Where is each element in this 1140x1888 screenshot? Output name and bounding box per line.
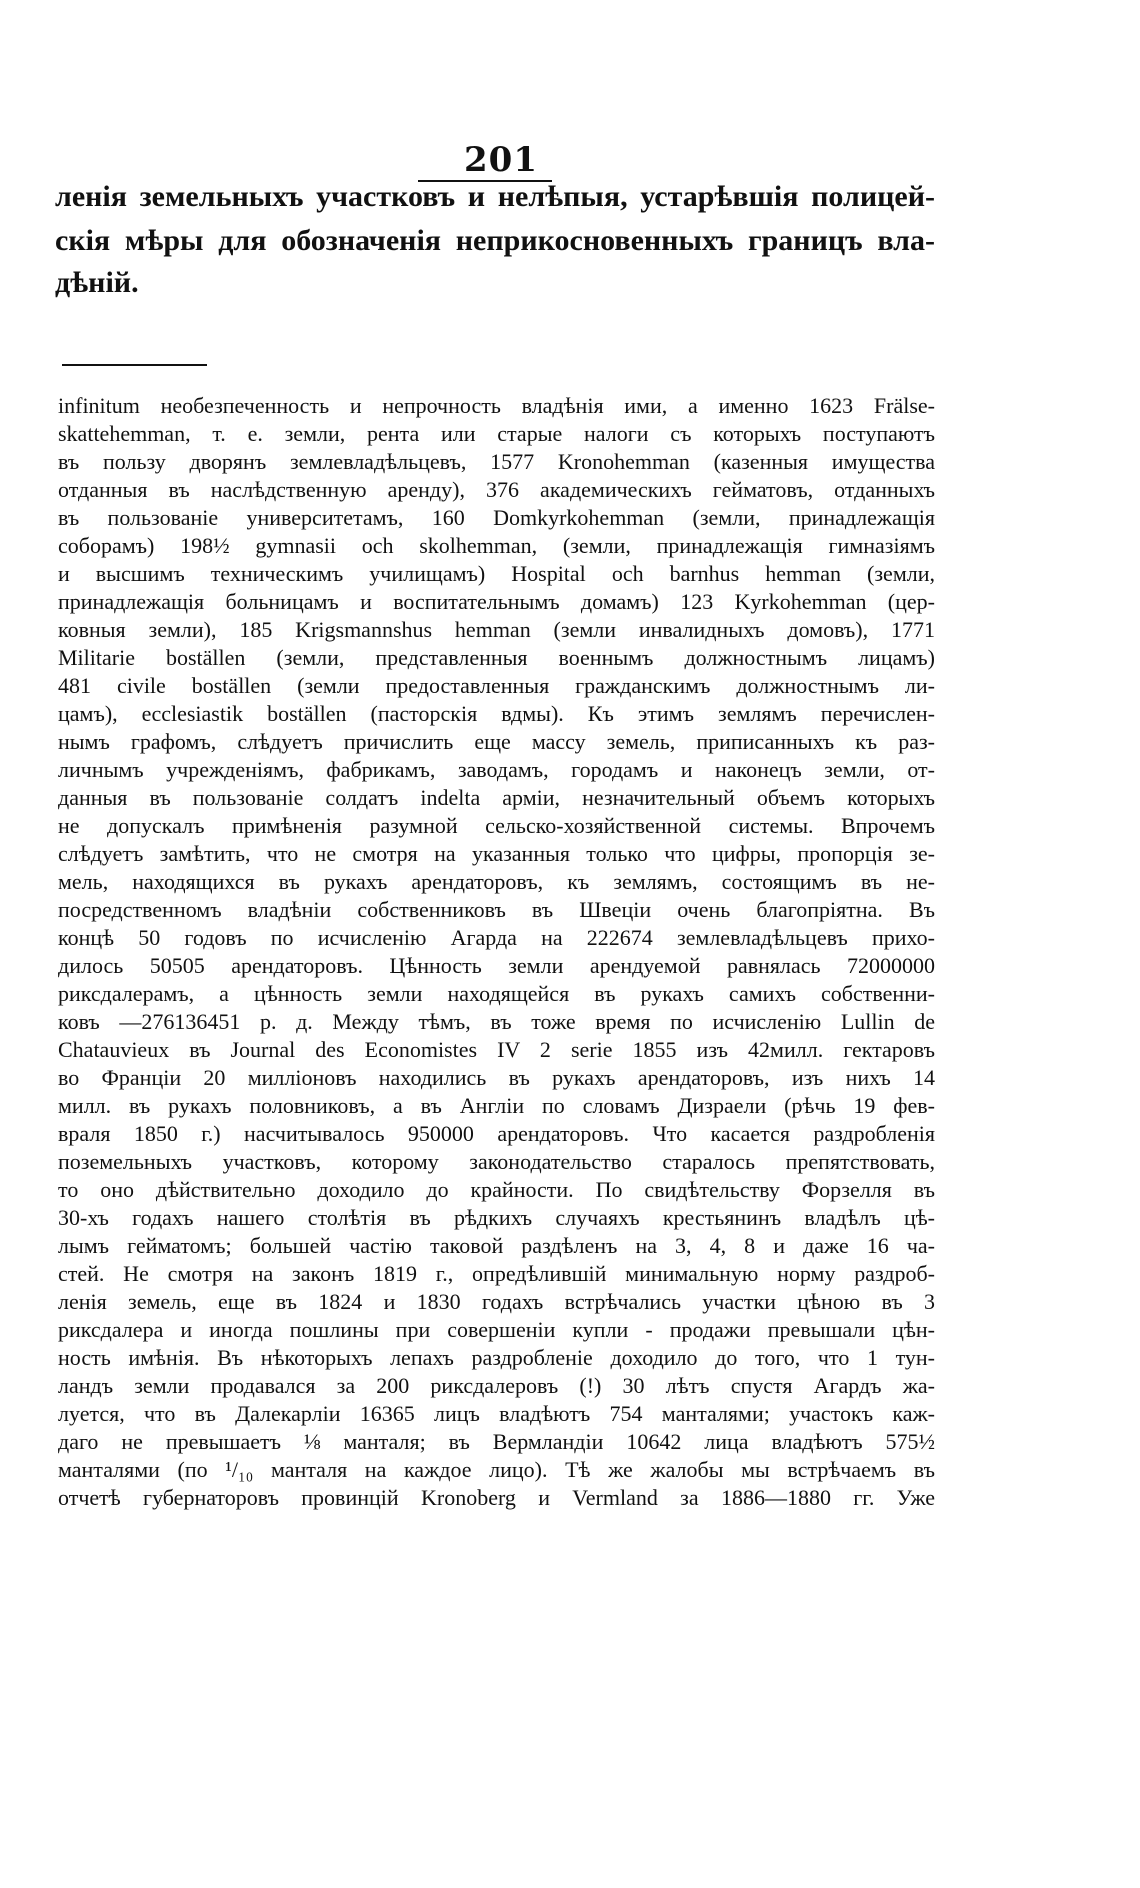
footnote-line: риксдалера и иногда пошлины при совершеніи купли - продажи превышали цѣн- <box>58 1317 935 1342</box>
footnote-line: не допускалъ примѣненія разумной сельско-хозяйственной системы. Впрочемъ <box>58 813 935 838</box>
footnote-line: то оно дѣйствительно доходило до крайности. По свидѣтельству Форзелля въ <box>58 1177 935 1202</box>
footnote-line: луется, что въ Далекарліи 16365 лицъ владѣютъ 754 манталями; участокъ каж- <box>58 1401 935 1426</box>
footnote-line: лымъ гейматомъ; большей частію таковой раздѣленъ на 3, 4, 8 и даже 16 ча- <box>58 1233 935 1258</box>
footnote-line: милл. въ рукахъ половниковъ, а въ Англіи по словамъ Дизраели (рѣчь 19 фев- <box>58 1093 935 1118</box>
main-text-line: ленія земельныхъ участковъ и нелѣпыя, устарѣвшія полицей- <box>55 180 935 213</box>
footnote-line: skattehemman, т. е. земли, рента или старые налоги съ которыхъ поступаютъ <box>58 421 935 446</box>
footnote-line: манталями (по ¹/₁₀ манталя на каждое лицо). Тѣ же жалобы мы встрѣчаемъ въ <box>58 1457 935 1482</box>
footnote-separator <box>62 364 207 366</box>
footnote-line: личнымъ учрежденіямъ, фабрикамъ, заводамъ, городамъ и наконецъ земли, от- <box>58 757 935 782</box>
footnote-line: риксдалерамъ, а цѣнность земли находящейся въ рукахъ самихъ собственни- <box>58 981 935 1006</box>
footnote-line: отданныя въ наслѣдственную аренду), 376 академическихъ гейматовъ, отданныхъ <box>58 477 935 502</box>
footnote-line: ность имѣнія. Въ нѣкоторыхъ лепахъ раздробленіе доходило до того, что 1 тун- <box>58 1345 935 1370</box>
main-text-line: дѣній. <box>55 266 139 299</box>
footnote-line: данныя въ пользованіе солдатъ indelta арміи, незначительный объемъ которыхъ <box>58 785 935 810</box>
footnote-line: въ пользу дворянъ землевладѣльцевъ, 1577 Kronohemman (казенныя имущества <box>58 449 935 474</box>
footnote-line: соборамъ) 198½ gymnasii och skolhemman, (земли, принадлежащія гимназіямъ <box>58 533 935 558</box>
footnote-line: слѣдуетъ замѣтить, что не смотря на указанныя только что цифры, пропорція зе- <box>58 841 935 866</box>
footnote-line: ленія земель, еще въ 1824 и 1830 годахъ встрѣчались участки цѣною въ 3 <box>58 1289 935 1314</box>
footnote-line: ковныя земли), 185 Krigsmannshus hemman (земли инвалидныхъ домовъ), 1771 <box>58 617 935 642</box>
footnote-line: ковъ —276136451 р. д. Между тѣмъ, въ тоже время по исчисленію Lullin de <box>58 1009 935 1034</box>
footnote-line: Chatauvieux въ Journal des Economistes IV 2 serie 1855 изъ 42милл. гектаровъ <box>58 1037 935 1062</box>
footnote-line: нымъ графомъ, слѣдуетъ причислить еще массу земель, приписанныхъ къ раз- <box>58 729 935 754</box>
footnote-line: стей. Не смотря на законъ 1819 г., опредѣлившій минимальную норму раздроб- <box>58 1261 935 1286</box>
footnote-line: въ пользованіе университетамъ, 160 Domkyrkohemman (земли, принадлежащія <box>58 505 935 530</box>
main-text-line: скія мѣры для обозначенія неприкосновенныхъ границъ вла- <box>55 224 935 257</box>
footnote-line: поземельныхъ участковъ, которому законодательство старалось препятствовать, <box>58 1149 935 1174</box>
footnote-line: враля 1850 г.) насчитывалось 950000 арендаторовъ. Что касается раздробленія <box>58 1121 935 1146</box>
footnote-line: даго не превышаетъ ⅛ манталя; въ Вермландіи 10642 лица владѣютъ 575½ <box>58 1429 935 1454</box>
footnote-line: концѣ 50 годовъ по исчисленію Агарда на 222674 землевладѣльцевъ прихо- <box>58 925 935 950</box>
footnote-line: цамъ), ecclesiastik boställen (пасторскія вдмы). Къ этимъ землямъ перечислен- <box>58 701 935 726</box>
footnote-line: 30-хъ годахъ нашего столѣтія въ рѣдкихъ случаяхъ крестьянинъ владѣлъ цѣ- <box>58 1205 935 1230</box>
footnote-line: принадлежащія больницамъ и воспитательнымъ домамъ) 123 Kyrkohemman (цер- <box>58 589 935 614</box>
footnote-line: Militarie boställen (земли, представленныя военнымъ должностнымъ лицамъ) <box>58 645 935 670</box>
footnote-line: ландъ земли продавался за 200 риксдалеровъ (!) 30 лѣтъ спустя Агардъ жа- <box>58 1373 935 1398</box>
footnote-line: 481 civile boställen (земли предоставленныя гражданскимъ должностнымъ ли- <box>58 673 935 698</box>
footnote-line: дилось 50505 арендаторовъ. Цѣнность земли арендуемой равнялась 72000000 <box>58 953 935 978</box>
footnote-line: и высшимъ техническимъ училищамъ) Hospital och barnhus hemman (земли, <box>58 561 935 586</box>
footnote-line: отчетѣ губернаторовъ провинцій Kronoberg и Vermland за 1886—1880 гг. Уже <box>58 1485 935 1510</box>
footnote-line: мель, находящихся въ рукахъ арендаторовъ, къ землямъ, состоящимъ въ не- <box>58 869 935 894</box>
footnote-line: посредственномъ владѣніи собственниковъ въ Швеціи очень благопріятна. Въ <box>58 897 935 922</box>
footnote-line: во Франціи 20 милліоновъ находились въ рукахъ арендаторовъ, изъ нихъ 14 <box>58 1065 935 1090</box>
footnote-line: infinitum необезпеченность и непрочность владѣнія ими, а именно 1623 Frälse- <box>58 393 935 418</box>
page-number: 201 <box>464 140 538 180</box>
